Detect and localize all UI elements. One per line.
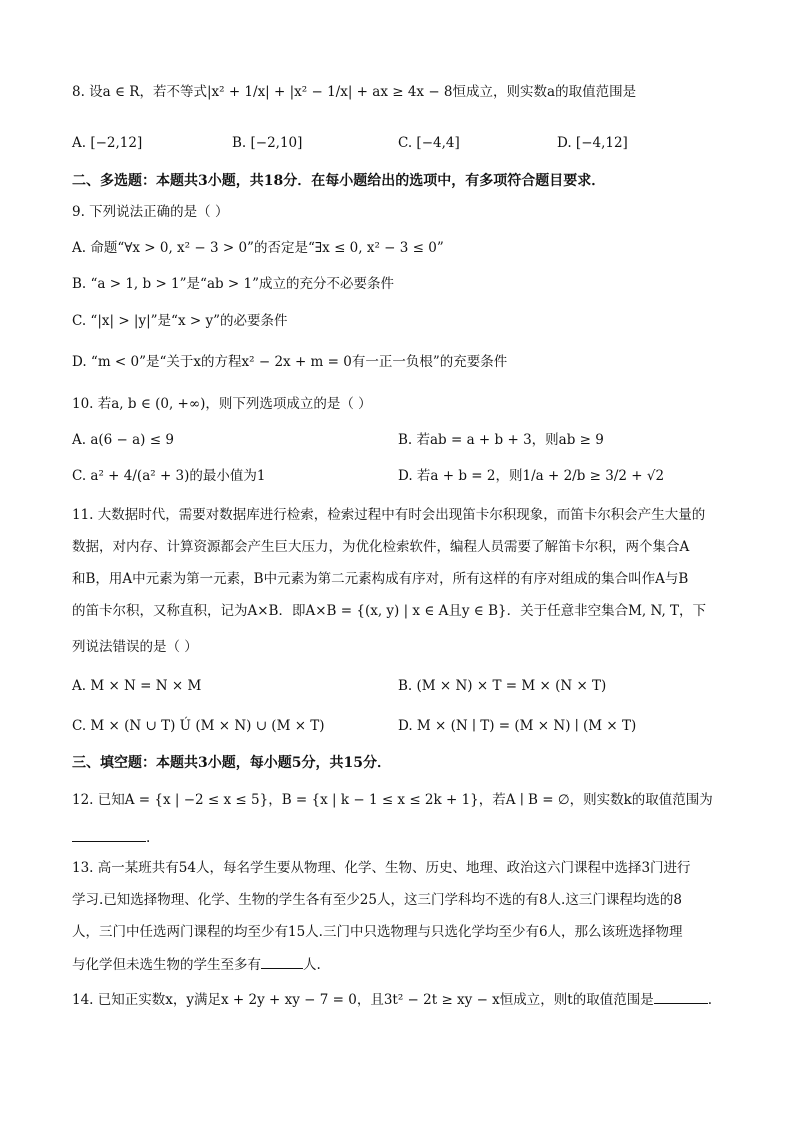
q13-line-3: 人，三门中任选两门课程的均至少有15人.三门中只选物理与只选化学均至少有6人，那么该班选择物理	[72, 924, 683, 940]
q11-line-1: 11. 大数据时代，需要对数据库进行检索，检索过程中有时会出现笛卡尔积现象，而笛卡尔积会产生大量的	[72, 507, 706, 523]
q10-option-a: A. a(6 − a) ≤ 9	[72, 432, 174, 448]
q11-line-2: 数据，对内存、计算资源都会产生巨大压力，为优化检索软件，编程人员需要了解笛卡尔积，两个集合A	[72, 539, 690, 555]
q14-answer-blank[interactable]	[654, 989, 708, 1004]
q9-option-d: D. “m < 0”是“关于x的方程x² − 2x + m = 0有一正一负根”的充要条件	[72, 354, 508, 370]
section-3-heading: 三、填空题：本题共3小题，每小题5分，共15分．	[72, 755, 391, 771]
q14-line	[72, 989, 712, 1010]
q8-option-c: C. [−4,4]	[398, 135, 460, 151]
q10-option-d: D. 若a + b = 2，则1/a + 2/b ≥ 3/2 + √2	[398, 468, 665, 484]
q9-option-a: A. 命题“∀x > 0, x² − 3 > 0”的否定是“∃x ≤ 0, x² − 3 ≤ 0”	[72, 240, 444, 256]
section-2-heading: 二、多选题：本题共3小题，共18分．在每小题给出的选项中，有多项符合题目要求．	[72, 173, 606, 189]
q12-answer-blank[interactable]	[72, 827, 146, 842]
q12-stem: 12. 已知A = {x | −2 ≤ x ≤ 5}，B = {x | k − 1 ≤ x ≤ 2k + 1}，若A ∣ B = ∅，则实数k的取值范围为	[72, 792, 713, 808]
q10-option-b: B. 若ab = a + b + 3，则ab ≥ 9	[398, 432, 604, 448]
q13-line-4	[72, 954, 321, 975]
q9-option-b: B. “a > 1, b > 1”是“ab > 1”成立的充分不必要条件	[72, 276, 395, 292]
q13-last-tail: 人.	[303, 957, 321, 973]
q13-last-text: 与化学但未选生物的学生至多有	[72, 957, 261, 973]
q14-stem: 14. 已知正实数x，y满足x + 2y + xy − 7 = 0，且3t² − 2t ≥ xy − x恒成立，则t的取值范围是	[72, 992, 654, 1008]
q8-option-b: B. [−2,10]	[232, 135, 303, 151]
q11-line-5: 列说法错误的是（ ）	[72, 639, 198, 655]
q11-option-a: A. M × N = N × M	[72, 678, 202, 694]
q10-option-c: C. a² + 4/(a² + 3)的最小值为1	[72, 468, 266, 484]
q12-answer-line	[72, 827, 150, 848]
q9-stem: 9. 下列说法正确的是（ ）	[72, 204, 229, 220]
q13-answer-blank[interactable]	[261, 954, 303, 969]
q11-line-4: 的笛卡尔积，又称直积，记为A×B．即A×B = {(x, y) | x ∈ A且y ∈ B}．关于任意非空集合M, N, T，下	[72, 603, 707, 619]
q10-stem: 10. 若a, b ∈ (0, +∞)，则下列选项成立的是（ ）	[72, 396, 372, 412]
q14-tail: .	[707, 992, 713, 1008]
q8-stem: 8. 设a ∈ R，若不等式|x² + 1/x| + |x² − 1/x| + ax ≥ 4x − 8恒成立，则实数a的取值范围是	[72, 84, 637, 100]
q12-tail: .	[146, 830, 151, 846]
q9-option-c: C. “|x| > |y|”是“x > y”的必要条件	[72, 313, 288, 329]
q13-line-1: 13. 高一某班共有54人，每名学生要从物理、化学、生物、历史、地理、政治这六门课程中选择3门进行	[72, 860, 691, 876]
q11-line-3: 和B，用A中元素为第一元素，B中元素为第二元素构成有序对，所有这样的有序对组成的集合叫作A与B	[72, 571, 689, 587]
q8-option-a: A. [−2,12]	[72, 135, 143, 151]
q8-option-d: D. [−4,12]	[557, 135, 628, 151]
q11-option-d: D. M × (N ∣ T) = (M × N) ∣ (M × T)	[398, 718, 637, 734]
q11-option-c: C. M × (N ∪ T) Ú (M × N) ∪ (M × T)	[72, 718, 325, 734]
q11-option-b: B. (M × N) × T = M × (N × T)	[398, 678, 607, 694]
q13-line-2: 学习.已知选择物理、化学、生物的学生各有至少25人，这三门学科均不选的有8人.这三门课程均选的8	[72, 892, 682, 908]
